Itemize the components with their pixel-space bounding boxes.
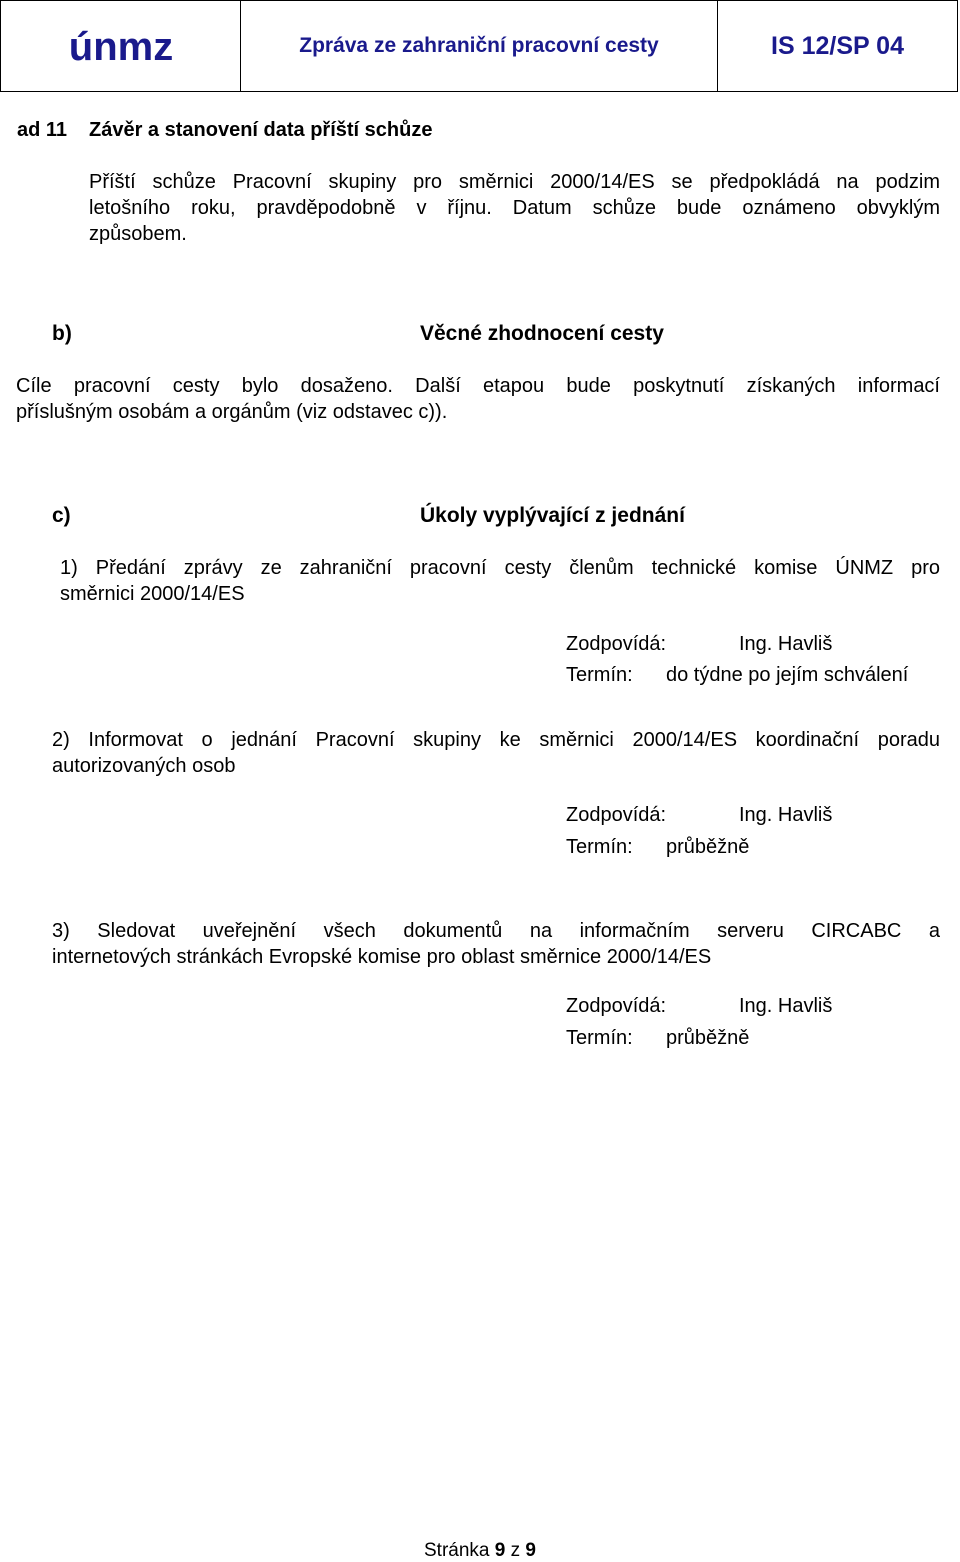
task-2-responsible: Ing. Havliš: [739, 804, 833, 826]
section-c-letter: c): [52, 504, 71, 527]
task-3-responsible-label: Zodpovídá:: [566, 995, 667, 1017]
task-2-line-1: 2) Informovat o jednání Pracovní skupiny ke směrnici 2000/14/ES koordinační poradu: [52, 729, 940, 751]
task-3-deadline: průběžně: [666, 1027, 750, 1049]
ad11-para-line-2: letošního roku, pravděpodobně v říjnu. Datum schůze bude oznámeno obvyklým: [89, 197, 940, 219]
task-1-deadline: do týdne po jejím schválení: [666, 664, 909, 686]
task-2-deadline-label: Termín:: [566, 836, 633, 858]
task-1-line-2: směrnici 2000/14/ES: [60, 583, 245, 605]
ad11-heading: Závěr a stanovení data příští schůze: [89, 119, 433, 141]
footer-page-total: 9: [525, 1540, 536, 1561]
page-footer: [0, 1540, 960, 1562]
section-b-heading: Věcné zhodnocení cesty: [420, 322, 664, 345]
task-3-deadline-label: Termín:: [566, 1027, 633, 1049]
task-2-deadline: průběžně: [666, 836, 750, 858]
footer-page-current: 9: [494, 1540, 506, 1561]
document-title: Zpráva ze zahraniční pracovní cesty: [241, 1, 718, 91]
document-header: [0, 0, 958, 92]
ad11-para-line-1: Příští schůze Pracovní skupiny pro směrnici 2000/14/ES se předpokládá na podzim: [89, 171, 940, 193]
task-3-responsible: Ing. Havliš: [739, 995, 833, 1017]
task-2-responsible-label: Zodpovídá:: [566, 804, 667, 826]
task-3-line-2: internetových stránkách Evropské komise pro oblast směrnice 2000/14/ES: [52, 946, 712, 968]
task-2-line-2: autorizovaných osob: [52, 755, 236, 777]
unmz-logo-text: únmz: [68, 25, 173, 68]
task-1-responsible: Ing. Havliš: [739, 633, 833, 655]
section-b-letter: b): [52, 322, 72, 345]
footer-page-word: Stránka: [424, 1540, 490, 1561]
document-code: IS 12/SP 04: [771, 31, 904, 60]
ad11-para-line-3: způsobem.: [89, 223, 187, 245]
ad11-number: ad 11: [17, 119, 68, 141]
task-1-line-1: 1) Předání zprávy ze zahraniční pracovní cesty členům technické komise ÚNMZ pro: [60, 557, 940, 579]
unmz-logo: [59, 24, 183, 68]
task-3-line-1: 3) Sledovat uveřejnění všech dokumentů na informačním serveru CIRCABC a: [52, 920, 940, 942]
section-b-para-line-1: Cíle pracovní cesty bylo dosaženo. Další etapou bude poskytnutí získaných informací: [16, 375, 940, 397]
footer-of-word: z: [510, 1540, 521, 1561]
task-1-responsible-label: Zodpovídá:: [566, 633, 667, 655]
task-1-deadline-label: Termín:: [566, 664, 633, 686]
section-b-para-line-2: příslušným osobám a orgánům (viz odstavec c)).: [16, 401, 448, 423]
section-c-heading: Úkoly vyplývající z jednání: [420, 504, 685, 527]
logo-cell: [1, 1, 241, 91]
